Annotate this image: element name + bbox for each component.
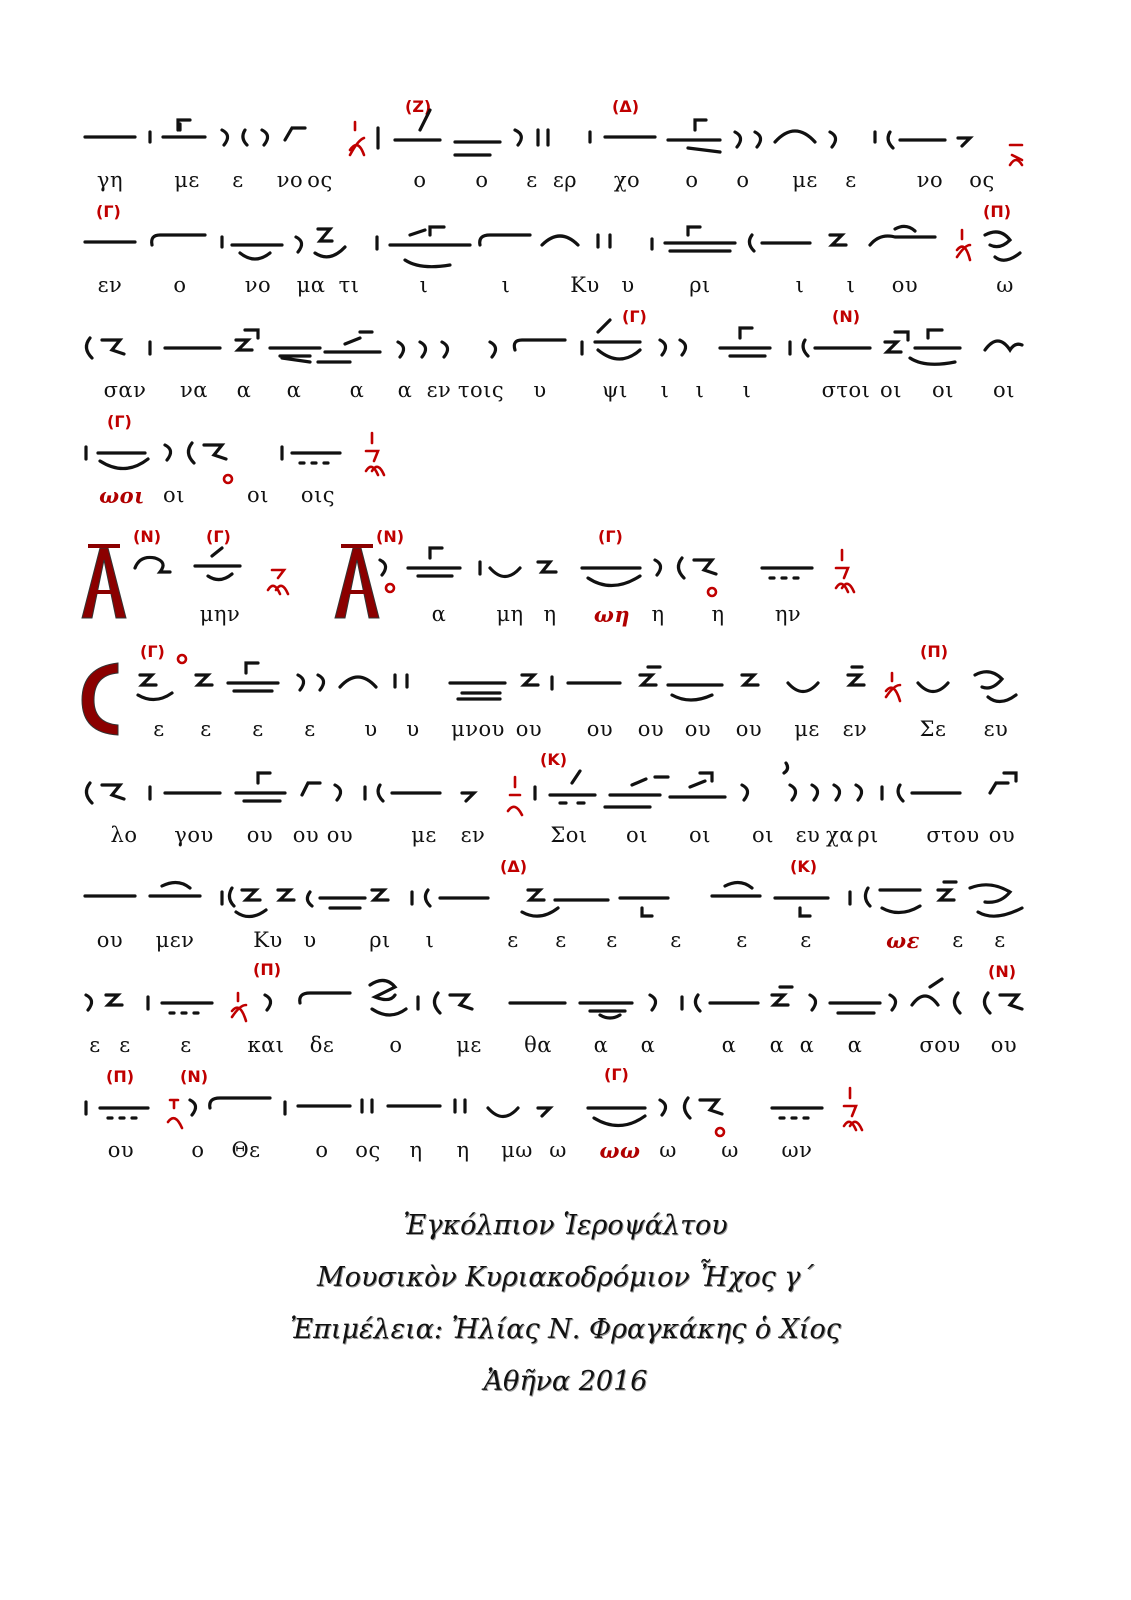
lyric-4-4: οις (300, 483, 336, 507)
lyric-9-11: α (721, 1033, 737, 1057)
lyric-6-5: υ (364, 717, 378, 741)
lyric-4-1-drop: ωοι (99, 483, 145, 508)
lyric-7-10: οι (689, 823, 711, 847)
lyric-6-14: εν (842, 717, 868, 741)
lyric-3-3: α (236, 378, 252, 402)
lyric-6-15: Σε (919, 717, 947, 741)
lyric-10-6: η (409, 1138, 423, 1162)
lyric-3-15: οι (880, 378, 902, 402)
neume-row-9 (0, 960, 1131, 1045)
lyric-8-5: ρι (369, 928, 391, 952)
lyric-9-9: α (593, 1033, 609, 1057)
martyria-3b: (Ν) (832, 307, 861, 326)
lyric-1-9: ερ (552, 168, 578, 192)
lyric-7-4: ου (292, 823, 320, 847)
martyria-10a: (Π) (106, 1067, 135, 1086)
martyria-10c: (Γ) (604, 1065, 629, 1084)
lyric-1-2: με (174, 168, 200, 192)
lyric-3-4: α (286, 378, 302, 402)
lyric-6-12: ου (735, 717, 763, 741)
score-line-10 (0, 1065, 1131, 1175)
lyric-2-5: τι (338, 273, 360, 297)
lyric-1-14: ε (845, 168, 857, 192)
lyric-8-9: ε (606, 928, 618, 952)
martyria-4a: (Γ) (107, 412, 132, 431)
martyria-2b: (Π) (983, 202, 1012, 221)
colophon-subtitle: Μουσικὸν Κυριακοδρόμιον Ἦχος γ´ (317, 1262, 814, 1293)
lyric-5-7: η (711, 602, 725, 626)
lyric-1-11: ο (685, 168, 699, 192)
lyric-9-3: ε (180, 1033, 192, 1057)
martyria-5d: (Γ) (598, 527, 623, 546)
initial-letter-1 (82, 546, 126, 618)
colophon (0, 1200, 1131, 1408)
colophon-title: Ἐγκόλπιον Ἱεροψάλτου (403, 1210, 728, 1241)
lyric-1-5: ος (307, 168, 333, 192)
lyric-10-13: ων (781, 1138, 813, 1162)
lyric-4-3: οι (247, 483, 269, 507)
martyria-9b: (Ν) (988, 962, 1017, 981)
martyria-3a: (Γ) (622, 307, 647, 326)
lyric-10-3: Θε (231, 1138, 261, 1162)
lyric-10-9: ω (549, 1138, 567, 1162)
lyric-4-2: οι (163, 483, 185, 507)
lyric-1-6: ο (413, 168, 427, 192)
score-line-4 (0, 412, 1131, 520)
lyric-9-7: με (456, 1033, 482, 1057)
lyric-6-3: ε (252, 717, 264, 741)
lyric-3-1: σαν (103, 378, 147, 402)
initial-letter-2 (335, 546, 379, 618)
lyric-8-10: ε (670, 928, 682, 952)
lyric-2-8: Κυ (570, 273, 600, 297)
lyric-9-16: ου (990, 1033, 1018, 1057)
score-line-6 (0, 642, 1131, 750)
lyric-2-7: ι (501, 273, 511, 297)
martyria-5b: (Γ) (206, 527, 231, 546)
lyric-6-7: μνου (451, 717, 505, 741)
lyric-1-1: γη (96, 168, 124, 192)
lyric-9-1: ε (89, 1033, 101, 1057)
lyric-1-4: νο (276, 168, 304, 192)
lyric-9-6: ο (389, 1033, 403, 1057)
lyric-7-8: Σοι (550, 823, 588, 847)
lyric-5-5-drop: ωη (593, 602, 631, 627)
neume-row-2 (0, 202, 1131, 285)
lyric-2-9: υ (621, 273, 635, 297)
lyric-6-16: ευ (983, 717, 1009, 741)
lyric-6-8: ου (515, 717, 543, 741)
lyric-9-13: α (799, 1033, 815, 1057)
lyric-5-3: μη (496, 602, 524, 626)
lyric-8-13-drop: ωε (886, 928, 920, 953)
lyric-10-11: ω (659, 1138, 677, 1162)
colophon-editor: Ἐπιμέλεια: Ἠλίας Ν. Φραγκάκης ὁ Χίος (290, 1314, 841, 1345)
lyric-7-15: στου (926, 823, 980, 847)
lyric-6-9: ου (586, 717, 614, 741)
lyric-9-2: ε (119, 1033, 131, 1057)
lyric-2-11: ι (795, 273, 805, 297)
lyric-7-16: ου (988, 823, 1016, 847)
lyric-7-13: χα (826, 823, 854, 847)
lyric-3-10: ψι (602, 378, 628, 402)
lyric-3-12: ι (695, 378, 705, 402)
martyria-9a: (Π) (253, 960, 282, 979)
lyric-8-12: ε (800, 928, 812, 952)
lyric-2-1: εν (97, 273, 123, 297)
lyric-9-4: και (247, 1033, 285, 1057)
score-line-3 (0, 307, 1131, 415)
lyric-2-10: ρι (689, 273, 711, 297)
lyric-7-11: οι (752, 823, 774, 847)
lyric-7-1: λο (110, 823, 138, 847)
lyric-1-13: με (792, 168, 818, 192)
lyric-8-11: ε (736, 928, 748, 952)
lyric-1-15: νο (916, 168, 944, 192)
lyric-5-2: α (431, 602, 447, 626)
lyric-6-10: ου (637, 717, 665, 741)
lyric-8-2: μεν (155, 928, 195, 952)
martyria-10b: (Ν) (180, 1067, 209, 1086)
lyric-3-9: υ (533, 378, 547, 402)
martyria-5a: (Ν) (133, 527, 162, 546)
lyric-3-7: εν (426, 378, 452, 402)
lyric-9-8: θα (524, 1033, 552, 1057)
lyric-10-7: η (456, 1138, 470, 1162)
lyric-7-7: εν (460, 823, 486, 847)
neume-row-6 (0, 642, 1131, 735)
score-line-9 (0, 960, 1131, 1070)
lyric-6-4: ε (304, 717, 316, 741)
score-line-5 (0, 527, 1131, 635)
lyric-3-8: τοις (457, 378, 505, 402)
lyric-2-2: ο (173, 273, 187, 297)
lyric-1-16: ος (969, 168, 995, 192)
lyric-10-10 (600, 1138, 641, 1163)
score-line-2 (0, 202, 1131, 310)
lyric-1-10: χο (613, 168, 641, 192)
lyric-3-16: οι (932, 378, 954, 402)
lyric-7-3: ου (246, 823, 274, 847)
lyric-5-6: η (651, 602, 665, 626)
lyric-8-1: ου (96, 928, 124, 952)
lyric-5-1: μην (199, 602, 241, 626)
lyric-3-17: οι (993, 378, 1015, 402)
neume-row-5 (0, 527, 1131, 620)
lyric-7-6: με (411, 823, 437, 847)
neume-row-3 (0, 307, 1131, 390)
lyric-3-11: ι (660, 378, 670, 402)
lyric-10-4: ο (315, 1138, 329, 1162)
lyric-9-12: α (769, 1033, 785, 1057)
lyric-1-12: ο (736, 168, 750, 192)
martyria-7a: (Κ) (540, 750, 568, 769)
lyric-10-5: ος (355, 1138, 381, 1162)
lyric-8-8: ε (555, 928, 567, 952)
lyric-2-14: ω (996, 273, 1014, 297)
lyric-6-13: με (794, 717, 820, 741)
lyric-9-14: α (847, 1033, 863, 1057)
lyric-3-13: ι (742, 378, 752, 402)
lyric-3-14: στοι (821, 378, 871, 402)
lyric-2-13: ου (891, 273, 919, 297)
martyria-5c: (Ν) (376, 527, 405, 546)
lyric-2-6: ι (419, 273, 429, 297)
lyric-10-8: μω (501, 1138, 533, 1162)
martyria-6b: (Π) (920, 642, 949, 661)
colophon-place-year: Ἀθῆνα 2016 (483, 1366, 648, 1397)
score-line-7 (0, 750, 1131, 860)
lyric-8-14: ε (952, 928, 964, 952)
lyric-7-2: γου (174, 823, 214, 847)
martyria-8b: (Κ) (790, 857, 818, 876)
lyric-6-1: ε (153, 717, 165, 741)
lyric-7-9: οι (626, 823, 648, 847)
lyric-6-6: υ (406, 717, 420, 741)
lyric-9-10: α (640, 1033, 656, 1057)
lyric-8-3: Κυ (253, 928, 283, 952)
lyric-3-6: α (397, 378, 413, 402)
lyric-9-5: δε (309, 1033, 335, 1057)
martyria-1b: (Δ) (612, 97, 640, 116)
lyric-4-1 (99, 483, 145, 508)
lyric-8-13 (886, 928, 920, 953)
lyric-7-12: ευ (795, 823, 821, 847)
martyria-2a: (Γ) (96, 202, 121, 221)
lyric-6-2: ε (200, 717, 212, 741)
lyric-3-2: να (180, 378, 208, 402)
lyric-10-2: ο (191, 1138, 205, 1162)
martyria-8a: (Δ) (500, 857, 528, 876)
lyric-8-4: υ (303, 928, 317, 952)
lyric-2-4: μα (296, 273, 326, 297)
martyria-6a: (Γ) (140, 642, 165, 661)
lyric-7-14: ρι (857, 823, 879, 847)
lyric-3-5: α (349, 378, 365, 402)
lyric-1-8: ε (526, 168, 538, 192)
lyric-2-12: ι (846, 273, 856, 297)
lyric-5-4: η (543, 602, 557, 626)
lyric-10-1: ου (107, 1138, 135, 1162)
lyric-10-10-drop: ωω (599, 1138, 641, 1163)
initial-letter-3 (82, 663, 118, 735)
lyric-9-15: σου (919, 1033, 961, 1057)
lyric-1-7: ο (475, 168, 489, 192)
score-line-1 (0, 97, 1131, 205)
lyric-7-5: ου (326, 823, 354, 847)
lyric-8-15: ε (994, 928, 1006, 952)
lyric-5-5 (594, 602, 630, 627)
lyric-1-3: ε (232, 168, 244, 192)
score-line-8 (0, 857, 1131, 965)
lyric-5-8: ην (774, 602, 802, 626)
martyria-1a: (Ζ) (405, 97, 432, 116)
lyric-10-12: ω (721, 1138, 739, 1162)
lyric-6-11: ου (684, 717, 712, 741)
lyric-8-6: ι (425, 928, 435, 952)
lyric-2-3: νο (244, 273, 272, 297)
lyric-8-7: ε (507, 928, 519, 952)
